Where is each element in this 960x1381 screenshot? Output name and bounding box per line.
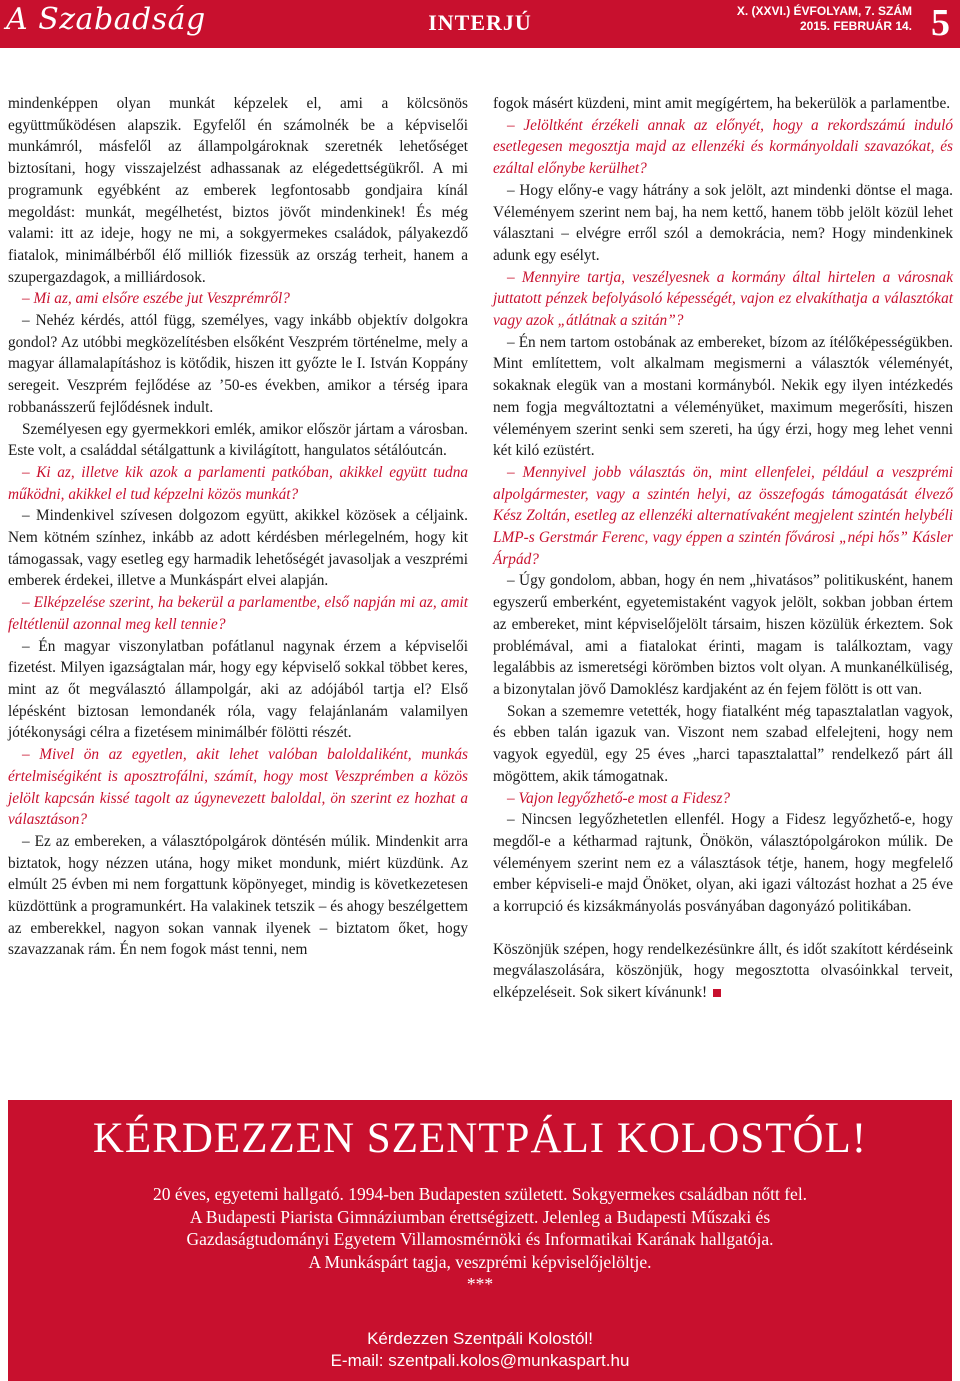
question: – Mi az, ami elsőre eszébe jut Veszprémről? [22, 290, 290, 308]
issue-volume: X. (XXVI.) ÉVFOLYAM, 7. SZÁM [736, 4, 912, 18]
question: – Ki az, illetve kik azok a parlamenti patkóban, akikkel együtt tudna működni, akikkel el tud képzelni közös munkát? [8, 463, 468, 503]
answer-paragraph: fogok másért küzdeni, mint amit megígértem, ha bekerülök a parlamentbe. [493, 95, 951, 112]
question: – Mivel ön az egyetlen, akit lehet valóban baloldaliként, munkás értelmiségiként is aposztrofálni, számít, hogy most Veszprémben a közös jelölt kapcsán kissé tagolt az úgynevezett baloldal, ön szerint ez hozhat a választáson? [8, 746, 468, 829]
contact-info [8, 1328, 952, 1372]
question: – Mennyire tartja, veszélyesnek a kormány által hirtelen a városnak juttatott pénzek befolyásoló képességét, vajon ez elvakíthatja a választókat vagy azok „átlátnak a szitán”? [493, 268, 953, 330]
section-title: INTERJÚ [428, 10, 532, 35]
left-column [8, 93, 468, 961]
box-title: KÉRDEZZEN SZENTPÁLI KOLOSTÓL! [92, 1115, 868, 1162]
issue-date: 2015. FEBRUÁR 14. [799, 19, 912, 33]
answer-paragraph: – Mindenkivel szívesen dolgozom együtt, akikkel közösek a céljaink. Nem kötném színhez, inkább az adott kérdésben mérlegelném, hogy kit támogassak, vagy esetleg egy harmadik lehetőségét javasoljak a veszprémi emberek érdekei, illetve a Munkáspárt elvei alapján. [8, 507, 468, 590]
issue-info [737, 4, 912, 34]
answer-paragraph: – Hogy előny-e vagy hátrány a sok jelölt, azt mindenki döntse el maga. Véleményem szerint nem baj, ha nem kettő, hanem több jelölt közül lehet választani – elvégre erről szól a demokrácia, nem? Hogy mindenkinek adunk egy esélyt. [493, 181, 953, 264]
bio-line: A Munkáspárt tagja, veszprémi képviselőjelöltje. [308, 1251, 652, 1272]
page-number: 5 [931, 2, 950, 44]
end-mark-icon [713, 989, 721, 997]
answer-paragraph: Személyesen egy gyermekkori emlék, amikor először jártam a városban. Este volt, a családdal sétálgattunk a kivilágított, hangulatos sétálóutcán. [8, 420, 468, 460]
answer-paragraph: – Én magyar viszonylatban pofátlanul nagynak érzem a képviselői fizetést. Milyen igazságtalan már, hogy egy képviselő sokkal többet keres, mint az őt megválasztó állampolgár, aki az adójából tartja el? Első lépésként biztosan lemondanék róla, vagy felajánlanám valamilyen jótékonysági célra a fizetésem minimálbér fölötti részét. [8, 637, 468, 742]
answer-paragraph: – Nincsen legyőzhetetlen ellenfél. Hogy a Fidesz legyőzhető-e, hogy megdől-e a kétharmad rajtunk, Önökön, választópolgárokon múlik. De véleményem szerint nem ez a választások tétje, hanem, hogy megfelelő ember képviseli-e majd Önöket, olyan, aki igazi változást hozhat a 25 éve a korrupció és kizsákmányolás posványában dagonyázó politikában. [493, 811, 953, 916]
bio-line: 20 éves, egyetemi hallgató. 1994-ben Budapesten született. Sokgyermekes családban nőtt fel. [152, 1184, 808, 1204]
answer-paragraph: – Én nem tartom ostobának az embereket, bízom az ítélőképességükben. Mint említettem, volt alkalmam megismerni a választók véleményét, sokaknak elegük van a mostani kormányból. Nekik egy ilyen intézkedés nem fogja megváltoztatni a véleményüket, maximum megerősíti, hiszen véleményem szerint senki sem szereti, ha úgy érzi, hogy meg lehet venni két kiló ezüstért. [493, 333, 953, 460]
newspaper-logo: A Szabadság [6, 2, 206, 37]
candidate-box [8, 1100, 952, 1381]
page-header [0, 0, 960, 48]
question: – Jelöltként érzékeli annak az előnyét, hogy a rekordszámú induló esetlegesen megosztja majd az ellenzéki és kormányoldali szavazókat, és ezáltal előnybe kerülhet? [493, 116, 953, 178]
closing-paragraph [493, 939, 953, 1004]
closing-text: Köszönjük szépen, hogy rendelkezésünkre állt, és időt szakított kérdéseink megválaszolására, köszönjük, hogy megosztotta olvasóinkkal terveit, elképzeléseit. Sok sikert kívánunk! [493, 940, 953, 1002]
answer-paragraph: Sokan a szememre vetették, hogy fiatalként még tapasztalatlan vagyok, és ebben talán igazuk van. Viszont nem szabad elfelejteni, hogy nem vagyok egyedül, egy 25 éves „harci tapasztalattal” rendelkező párt áll mögöttem, akik támogatnak. [493, 702, 953, 785]
right-column [493, 93, 953, 1004]
candidate-bio [8, 1183, 952, 1296]
contact-email[interactable]: E-mail: szentpali.kolos@munkaspart.hu [330, 1351, 630, 1370]
answer-paragraph: – Nehéz kérdés, attól függ, személyes, vagy inkább objektív dolgokra gondol? Az utóbbi megközelítésben elsőként Veszprém történelme, mely a magyar államalapításhoz is kötődik, hiszen itt győzte le I. István Koppány seregeit. Veszprém fejlődése az ’50-es években, amikor a térség ipara robbanásszerű fejlődésnek indult. [8, 312, 468, 416]
answer-paragraph: – Ez az embereken, a választópolgárok döntésén múlik. Mindenkit arra biztatok, hogy nézzen utána, hogy miket mondunk, miért küzdünk. Az elmúlt 25 évben mi nem forgattunk köpönyeget, mindig is következetesen küzdöttünk a programunkért. Ha valakinek tetszik – és ahogy beszélgettem az emberekkel, nagyon sokan vannak ilyenek – biztatom őket, hogy szavazzanak rám. Én nem fogok mást tenni, nem [8, 832, 468, 959]
separator-stars: *** [466, 1274, 494, 1294]
answer-paragraph: mindenképpen olyan munkát képzelek el, ami a kölcsönös együttműködésen alapszik. Egyfelől én számolnék be a képviselői munkámról, másfelől az állampolgároknak szeretnék lehetőséget biztosítani, hogy visszajelzést adhassanak az elégedettségükről. A mi programunk egyébként az emberek legfontosabb gondjaira kínál megoldást: munkát, megélhetést, biztos jövőt mindenkinek! És még valami: itt az ideje, hogy ne mi, a sokgyermekes családok, pályakezdő fiatalok, minimálbérből élő milliók fizessük az ország terheit, hanem a szupergazdagok, a milliárdosok. [8, 95, 468, 286]
question: – Mennyivel jobb választás ön, mint ellenfelei, például a veszprémi alpolgármester, vagy a szintén helyi, az összefogás támogatását élvező Kész Zoltán, esetleg az ellenzéki alternatívaként megjelent szintén helybéli LMP-s Gerstmár Ferenc, vagy éppen a szintén fővárosi „népi hős” Kásler Árpád? [493, 463, 953, 568]
question: – Vajon legyőzhető-e most a Fidesz? [507, 789, 731, 807]
answer-paragraph: – Úgy gondolom, abban, hogy én nem „hivatásos” politikusként, hanem egyszerű emberként, egyetemistaként vagyok jelölt, sokban jobban értem az embereket, mint képviselőjelölt társaim, hiszen közülük érkeztem. Sok problémával, ami a fiatalokat érinti, magam is találkoztam, vagy legalábbis az ismeretségi körömben biztos volt olyan. A munkanélküliség, a bizonytalan jövő Damoklész kardjaként az én fejem fölött is ott van. [493, 572, 953, 698]
bio-line: A Budapesti Piarista Gimnáziumban érettségizett. Jelenleg a Budapesti Műszaki és [189, 1206, 771, 1227]
contact-line: Kérdezzen Szentpáli Kolostól! [367, 1329, 593, 1348]
question: – Elképzelése szerint, ha bekerül a parlamentbe, első napján mi az, amit feltétlenül azonnal meg kell tennie? [8, 594, 468, 633]
bio-line: Gazdaságtudományi Egyetem Villamosmérnöki és Informatikai Karának hallgatója. [186, 1229, 774, 1249]
